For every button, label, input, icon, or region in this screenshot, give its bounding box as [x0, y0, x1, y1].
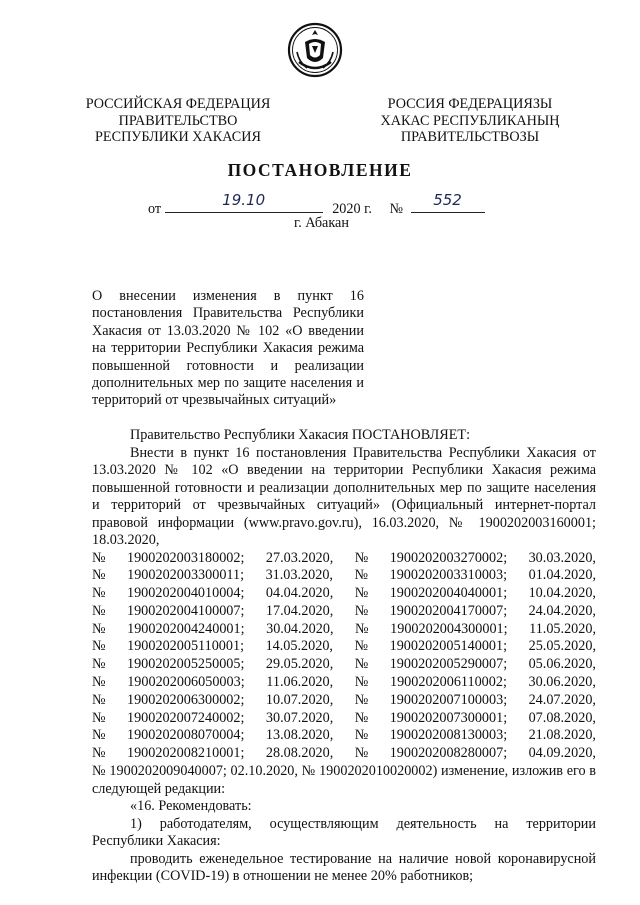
- citation-cell: №: [354, 585, 369, 602]
- citation-cell: 30.06.2020,: [528, 674, 596, 691]
- citation-row: [92, 638, 596, 656]
- citation-row: [92, 585, 596, 603]
- intro-paragraph: Внести в пункт 16 постановления Правительства Республики Хакасия от 13.03.2020 № 102 «О введении на территории Республики Хакасия режима повышенной готовности и реализации дополнительных мер по защите населения и территорий от чрезвычайных ситуаций» (Официальный интернет-портал правовой информации (www.pravo.gov.ru), 16.03.2020, № 1900202003160001; 18.03.2020,: [92, 444, 596, 548]
- citation-cell: 1900202003310003;: [389, 567, 508, 584]
- citation-cell: 10.04.2020,: [528, 585, 596, 602]
- citation-cell: 13.08.2020,: [265, 727, 334, 744]
- citation-row: [92, 656, 596, 674]
- citation-cell: 05.06.2020,: [528, 656, 596, 673]
- header-left-line: РЕСПУБЛИКИ ХАКАСИЯ: [95, 129, 261, 145]
- citation-cell: №: [354, 638, 369, 655]
- citation-cell: №: [354, 602, 369, 619]
- header-left-block: [82, 96, 274, 146]
- header-right-line: ПРАВИТЕЛЬСТВОЗЫ: [400, 129, 540, 145]
- header-right-line: ХАКАС РЕСПУБЛИКАНЫҢ: [380, 112, 560, 129]
- citation-cell: 1900202003300011;: [127, 567, 245, 584]
- citation-cell: 1900202004100007;: [126, 602, 245, 619]
- citation-cell: 1900202005250005;: [126, 656, 245, 673]
- citation-cell: №: [354, 691, 369, 708]
- citation-cell: 30.03.2020,: [528, 549, 596, 566]
- citation-cell: 1900202004170007;: [389, 602, 508, 619]
- citation-cell: №: [354, 656, 369, 673]
- citation-cell: №: [355, 620, 369, 637]
- date-prefix: от: [148, 201, 162, 217]
- citation-cell: №: [92, 602, 106, 619]
- number-field: [411, 191, 485, 213]
- handwritten-number: 552: [433, 191, 462, 209]
- citation-cell: 1900202008070004;: [126, 727, 245, 744]
- citation-cell: 30.07.2020,: [265, 709, 334, 726]
- citation-cell: №: [92, 585, 106, 602]
- citation-cell: №: [92, 745, 106, 762]
- citation-cell: №: [92, 674, 106, 691]
- citation-cell: 28.08.2020,: [265, 745, 334, 762]
- citation-cell: 1900202006110002;: [389, 674, 507, 691]
- citation-cell: 04.04.2020,: [265, 585, 334, 602]
- document-body: [92, 427, 596, 886]
- citation-cell: 1900202003180002;: [126, 549, 245, 566]
- citation-cell: 11.05.2020,: [529, 620, 596, 637]
- citation-cell: 1900202008280007;: [389, 745, 508, 762]
- citation-row: [92, 727, 596, 745]
- citation-cell: №: [354, 709, 369, 726]
- citation-cell: 1900202006050003;: [127, 674, 245, 691]
- citation-cell: 11.06.2020,: [266, 674, 334, 691]
- citation-cell: 17.04.2020,: [265, 602, 334, 619]
- coat-of-arms-emblem: [287, 22, 343, 78]
- citation-cell: 1900202008130003;: [389, 727, 508, 744]
- citation-cell: №: [354, 549, 369, 566]
- citation-cell: №: [92, 709, 106, 726]
- citation-cell: 1900202004300001;: [390, 620, 508, 637]
- citation-cell: №: [354, 745, 369, 762]
- tail-paragraph: № 1900202009040007; 02.10.2020, № 1900202010020002) изменение, изложив его в следующей редакции:: [92, 763, 596, 797]
- citation-cell: 1900202004040001;: [389, 585, 508, 602]
- citation-cell: №: [354, 674, 369, 691]
- document-title: ПОСТАНОВЛЕНИЕ: [227, 160, 413, 180]
- point-1-paragraph: 1) работодателям, осуществляющим деятельность на территории Республики Хакасия:: [92, 815, 596, 850]
- citation-cell: 1900202004240001;: [127, 620, 245, 637]
- citation-cell: 1900202004010004;: [126, 585, 245, 602]
- citation-cell: 01.04.2020,: [528, 567, 596, 584]
- citation-cell: 1900202006300002;: [126, 691, 245, 708]
- citation-cell: 24.04.2020,: [528, 602, 596, 619]
- city-label: г. Абакан: [294, 215, 349, 231]
- citation-cell: №: [92, 638, 106, 655]
- citation-cell: 1900202007300001;: [389, 709, 508, 726]
- handwritten-date: 19.10: [222, 191, 266, 209]
- header-right-block: [370, 96, 570, 146]
- citation-cell: №: [92, 727, 106, 744]
- number-sign: №: [389, 201, 403, 217]
- header-left-line: РОССИЙСКАЯ ФЕДЕРАЦИЯ: [85, 96, 271, 112]
- citation-cell: №: [92, 656, 106, 673]
- citation-cell: №: [92, 691, 106, 708]
- citation-row: [92, 603, 596, 621]
- citation-row: [92, 674, 596, 692]
- citation-table: [92, 550, 596, 764]
- citation-row: [92, 710, 596, 728]
- citation-cell: 25.05.2020,: [528, 638, 596, 655]
- citation-cell: 1900202007100003;: [389, 691, 508, 708]
- citation-cell: №: [354, 567, 369, 584]
- year-label: 2020 г.: [332, 201, 372, 217]
- citation-cell: 07.08.2020,: [528, 709, 596, 726]
- citation-cell: №: [92, 567, 106, 584]
- citation-cell: 10.07.2020,: [265, 691, 334, 708]
- citation-cell: 30.04.2020,: [266, 620, 334, 637]
- citation-row: [92, 692, 596, 710]
- citation-cell: 24.07.2020,: [528, 691, 596, 708]
- subject-heading: О внесении изменения в пункт 16 постановления Правительства Республики Хакасия от 13.03.2020 № 102 «О введении на территории Республики Хакасия режима повышенной готовности и реализации дополнительных мер по защите населения и территорий от чрезвычайных ситуаций»: [92, 288, 364, 409]
- citation-row: [92, 621, 596, 639]
- citation-cell: 1900202008210001;: [126, 745, 245, 762]
- citation-row: [92, 745, 596, 763]
- citation-cell: 1900202005110001;: [127, 638, 245, 655]
- citation-cell: 1900202005290007;: [389, 656, 508, 673]
- citation-cell: 31.03.2020,: [265, 567, 333, 584]
- citation-cell: 27.03.2020,: [265, 549, 334, 566]
- header-right-line: РОССИЯ ФЕДЕРАЦИЯЗЫ: [387, 96, 553, 112]
- citation-cell: 14.05.2020,: [265, 638, 333, 655]
- citation-row: [92, 567, 596, 585]
- citation-cell: №: [354, 727, 369, 744]
- citation-cell: №: [92, 549, 106, 566]
- citation-cell: 21.08.2020,: [528, 727, 596, 744]
- date-field: [165, 191, 323, 213]
- citation-cell: №: [92, 620, 106, 637]
- resolves-paragraph: Правительство Республики Хакасия ПОСТАНОВЛЯЕТ:: [130, 427, 471, 443]
- testing-paragraph: проводить еженедельное тестирование на наличие новой коронавирусной инфекции (COVID-19) в отношении не менее 20% работников;: [92, 850, 596, 885]
- citation-cell: 1900202005140001;: [389, 638, 508, 655]
- citation-cell: 1900202003270002;: [389, 549, 508, 566]
- citation-row: [92, 550, 596, 568]
- citation-cell: 1900202007240002;: [126, 709, 245, 726]
- header-left-line: ПРАВИТЕЛЬСТВО: [118, 112, 238, 129]
- point-16-paragraph: «16. Рекомендовать:: [130, 798, 252, 815]
- citation-cell: 04.09.2020,: [528, 745, 596, 762]
- citation-cell: 29.05.2020,: [265, 656, 334, 673]
